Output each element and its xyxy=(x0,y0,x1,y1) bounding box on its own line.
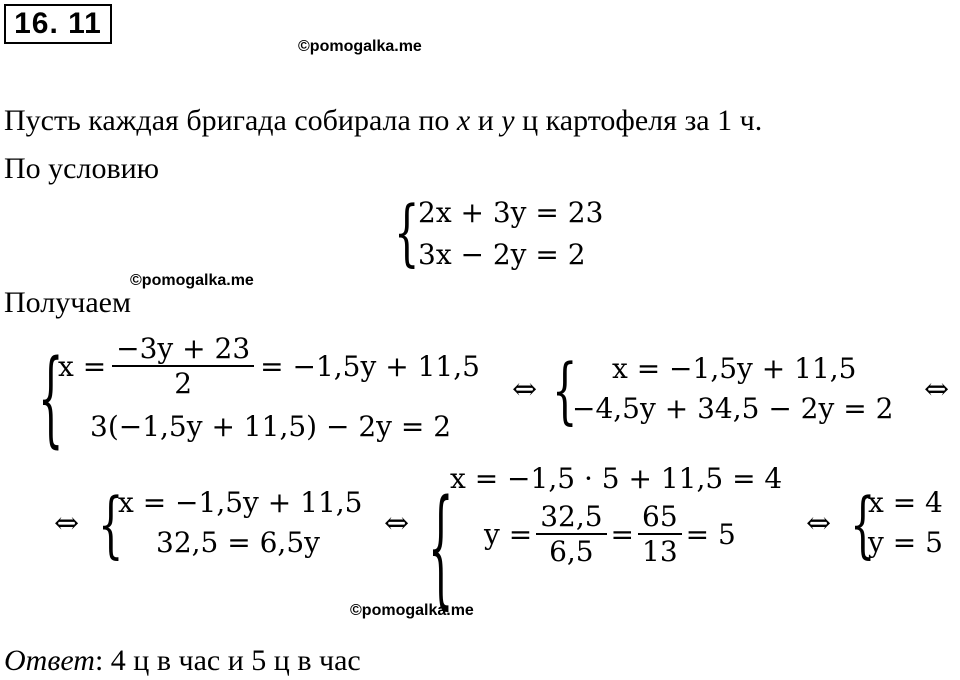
answer-text: : 4 ц в час и 5 ц в час xyxy=(94,644,361,677)
step2-eq2: −4,5y + 34,5 − 2y = 2 xyxy=(572,392,894,425)
system-brace: { xyxy=(850,484,876,567)
fraction-denominator: 6,5 xyxy=(549,535,594,568)
system-brace: { xyxy=(552,350,578,433)
step2-eq1: x = −1,5y + 11,5 xyxy=(612,352,857,385)
step4-lhs: y = xyxy=(484,517,533,551)
condition-label: По условию xyxy=(4,152,160,185)
watermark: ©pomogalka.me xyxy=(298,38,422,55)
answer-line xyxy=(4,644,361,678)
step1-lhs: x = xyxy=(58,349,107,383)
fraction-numerator: −3y + 23 xyxy=(116,332,251,365)
system-brace: { xyxy=(394,192,420,275)
step4-tail: = 5 xyxy=(685,517,736,551)
step4-eq2 xyxy=(484,500,736,568)
system-brace: { xyxy=(428,476,454,624)
system-brace: { xyxy=(98,484,124,567)
system1-eq2: 3x − 2y = 2 xyxy=(418,238,586,271)
step5-eq1: x = 4 xyxy=(868,486,943,519)
answer-label: Ответ xyxy=(4,644,95,677)
equivalence-symbol: ⇔ xyxy=(806,506,832,541)
step3-eq2: 32,5 = 6,5y xyxy=(156,526,320,559)
equals-sign: = xyxy=(610,517,634,551)
intro-text: ц картофеля за 1 ч. xyxy=(514,104,763,137)
fraction-numerator: 32,5 xyxy=(540,500,603,533)
step3-eq1: x = −1,5y + 11,5 xyxy=(118,486,363,519)
equivalence-symbol: ⇔ xyxy=(384,506,410,541)
step1-eq1 xyxy=(58,332,480,400)
watermark: ©pomogalka.me xyxy=(350,602,474,619)
step1-rhs: = −1,5y + 11,5 xyxy=(260,349,480,383)
intro-text: и xyxy=(470,104,502,137)
fraction-denominator: 2 xyxy=(174,367,193,400)
variable-x: x xyxy=(456,104,471,137)
system1-eq1: 2x + 3y = 23 xyxy=(418,196,604,229)
equivalence-symbol: ⇔ xyxy=(54,506,80,541)
system-brace: { xyxy=(38,340,64,460)
fraction-denominator: 13 xyxy=(642,535,678,568)
intro-text: Пусть каждая бригада собирала по xyxy=(4,104,457,137)
fraction-numerator: 65 xyxy=(642,500,678,533)
problem-number: 16. 11 xyxy=(4,4,112,44)
variable-y: y xyxy=(501,104,515,137)
result-label: Получаем xyxy=(4,286,131,319)
step4-eq1: x = −1,5 · 5 + 11,5 = 4 xyxy=(450,462,783,495)
equivalence-symbol: ⇔ xyxy=(924,372,950,407)
fraction xyxy=(536,500,606,568)
fraction xyxy=(112,332,254,400)
watermark: ©pomogalka.me xyxy=(130,272,254,289)
step1-eq2: 3(−1,5y + 11,5) − 2y = 2 xyxy=(90,410,452,443)
step5-eq2: y = 5 xyxy=(868,526,943,559)
intro-sentence xyxy=(4,104,762,138)
fraction xyxy=(638,500,682,568)
equivalence-symbol: ⇔ xyxy=(512,372,538,407)
